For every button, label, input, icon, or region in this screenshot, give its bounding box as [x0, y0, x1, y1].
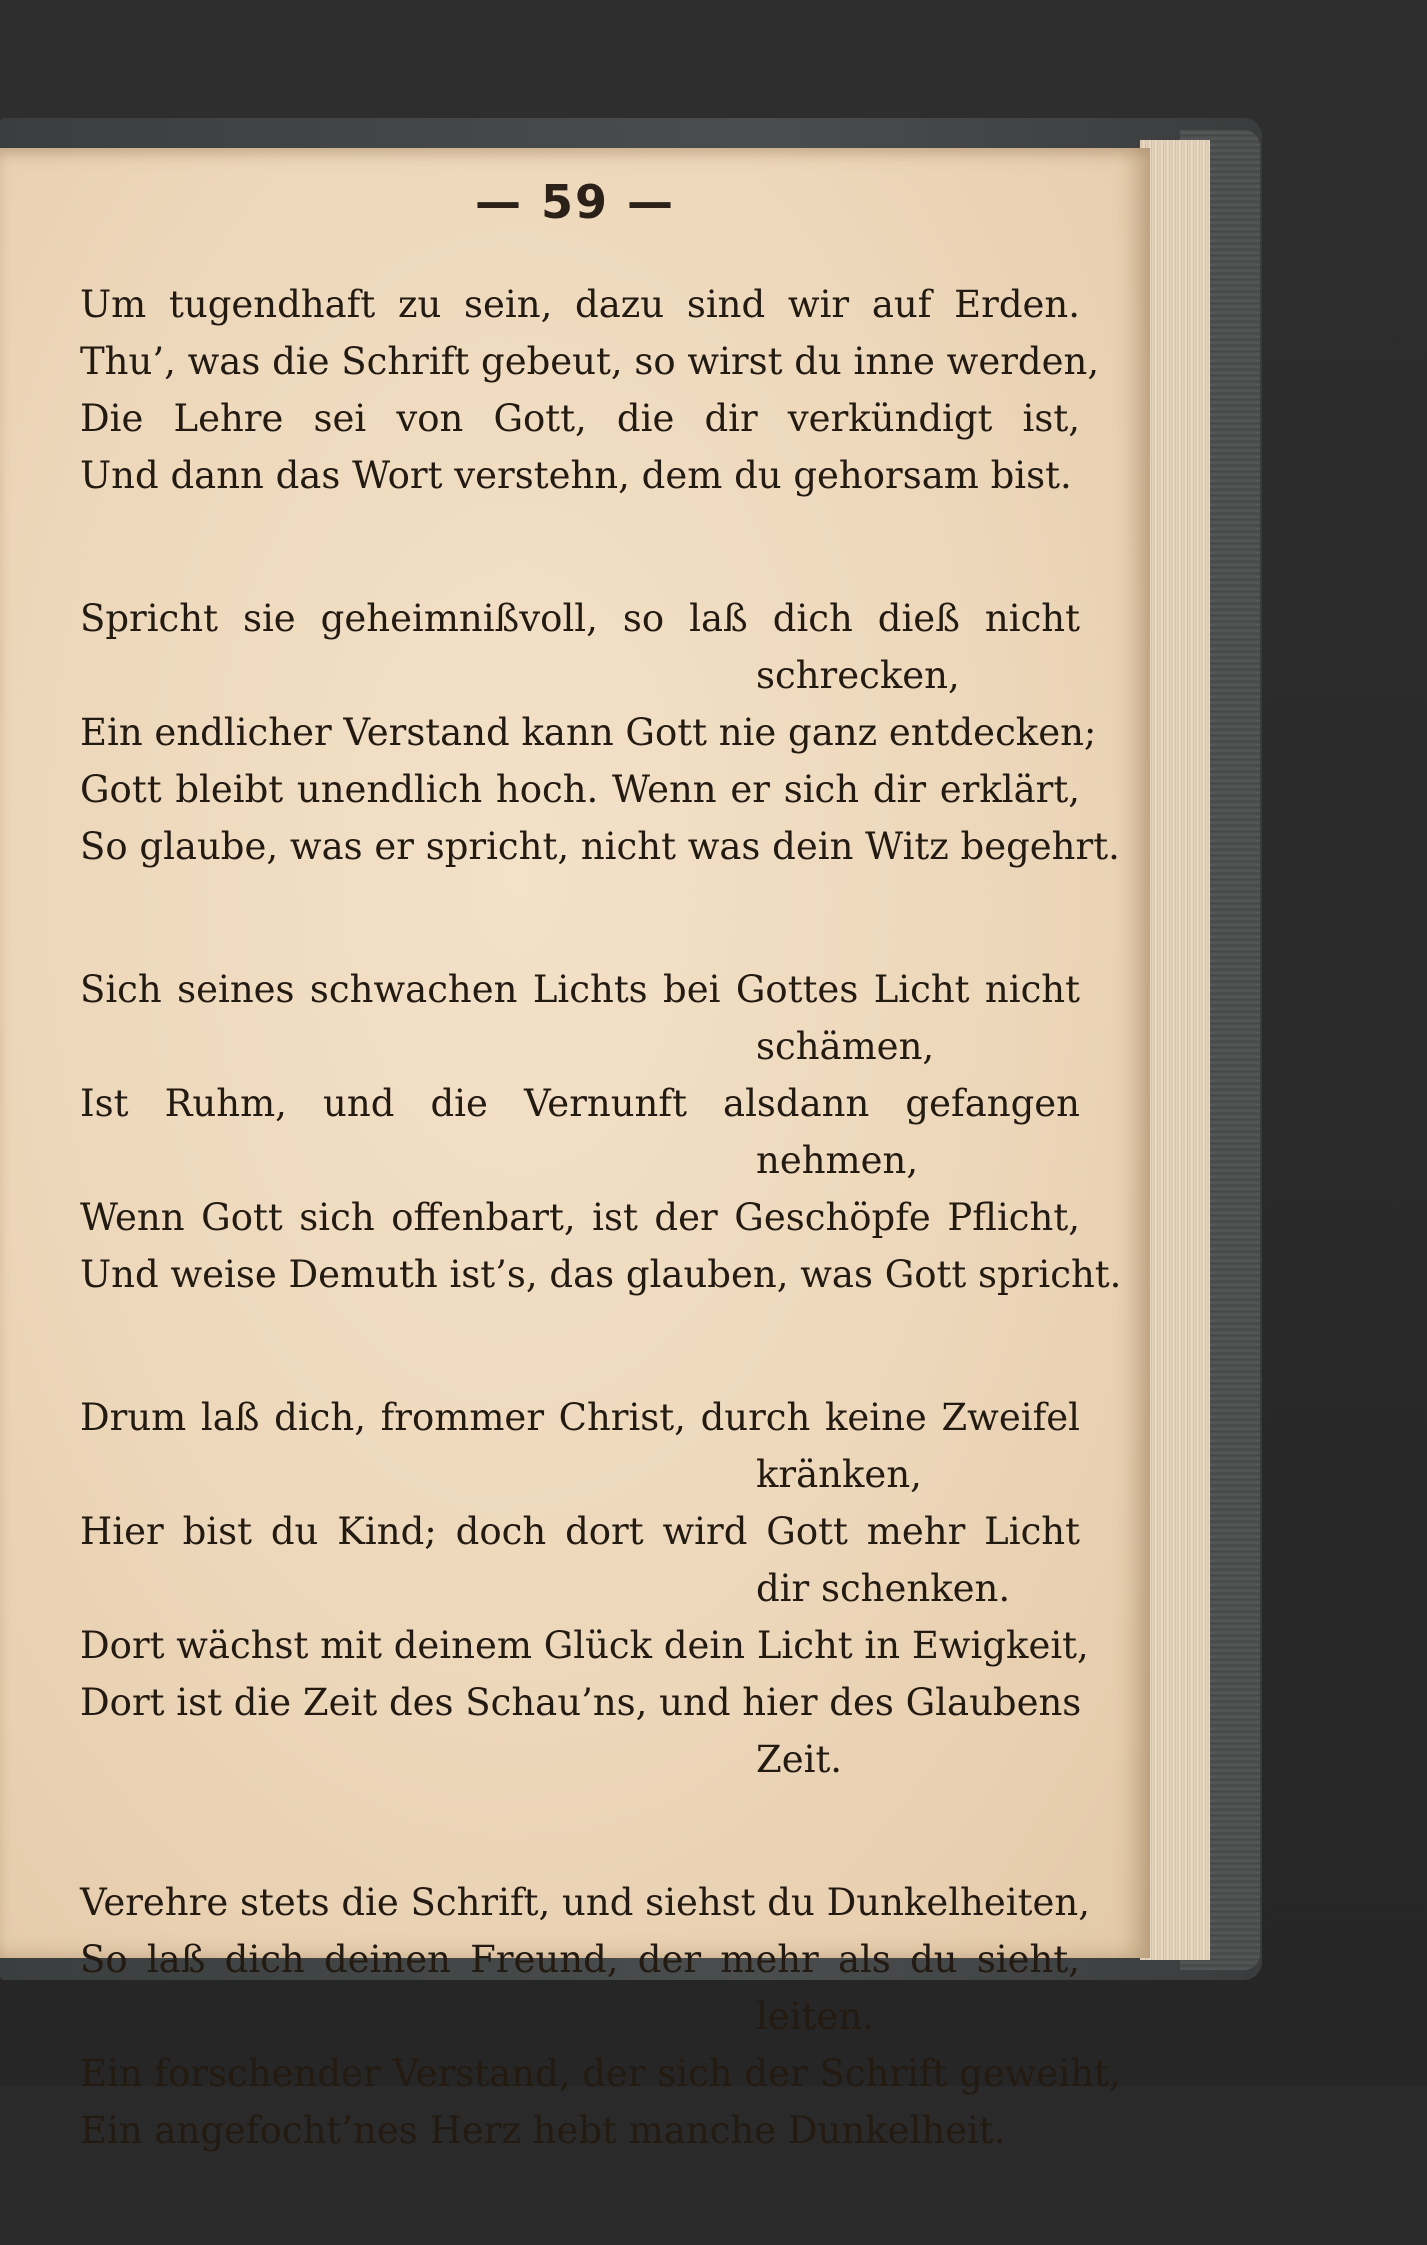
verse-line-continuation: dir schenken.: [756, 1567, 1011, 1610]
verse-line: Thu’, was die Schrift gebeut, so wirst du inne werden,: [80, 340, 1100, 383]
verse-line-continuation: kränken,: [756, 1453, 922, 1496]
verse-line: Gott bleibt unendlich hoch. Wenn er sich dir erklärt,: [80, 768, 1080, 811]
verse-line: Verehre stets die Schrift, und siehst du Dunkelheiten,: [80, 1881, 1090, 1924]
verse-line: Dort ist die Zeit des Schau’ns, und hier des Glaubens: [80, 1681, 1082, 1724]
verse-line: Sich seines schwachen Lichts bei Gottes Licht nicht: [80, 968, 1080, 1011]
page-edges: [1140, 140, 1210, 1960]
page-number: — 59 —: [474, 175, 676, 229]
poem: [80, 276, 1122, 2245]
verse-line-continuation: nehmen,: [756, 1139, 919, 1182]
verse-line: Und dann das Wort verstehn, dem du gehorsam bist.: [80, 454, 1072, 497]
verse-line: Ein endlicher Verstand kann Gott nie ganz entdecken;: [80, 711, 1097, 754]
verse-line: Dort wächst mit deinem Glück dein Licht in Ewigkeit,: [80, 1624, 1089, 1667]
stanza-3: [80, 961, 1122, 1303]
verse-line: Wenn Gott sich offenbart, ist der Geschöpfe Pflicht,: [80, 1196, 1080, 1239]
verse-line: Ein forschender Verstand, der sich der Schrift geweiht,: [80, 2052, 1121, 2095]
verse-line: Ein angefocht’nes Herz hebt manche Dunkelheit.: [80, 2109, 1006, 2152]
stanza-1: [80, 276, 1100, 504]
verse-line: So laß dich deinen Freund, der mehr als du sieht,: [80, 1938, 1080, 1981]
stanza-5: [80, 1874, 1121, 2159]
stanza-4: [80, 1389, 1089, 1788]
verse-line: Um tugendhaft zu sein, dazu sind wir auf Erden.: [80, 283, 1080, 326]
verse-line: Ist Ruhm, und die Vernunft alsdann gefangen: [80, 1082, 1080, 1125]
verse-line: Die Lehre sei von Gott, die dir verkündigt ist,: [80, 397, 1080, 440]
verse-line: Und weise Demuth ist’s, das glauben, was Gott spricht.: [80, 1253, 1122, 1296]
stanza-2: [80, 590, 1120, 875]
verse-line-continuation: schrecken,: [756, 654, 960, 697]
verse-line-continuation: Zeit.: [756, 1738, 843, 1781]
verse-line-continuation: leiten.: [756, 1995, 874, 2038]
verse-line: Hier bist du Kind; doch dort wird Gott mehr Licht: [80, 1510, 1080, 1553]
verse-line: So glaube, was er spricht, nicht was dein Witz begehrt.: [80, 825, 1120, 868]
verse-line: Spricht sie geheimnißvoll, so laß dich dieß nicht: [80, 597, 1080, 640]
verse-line: Drum laß dich, frommer Christ, durch keine Zweifel: [80, 1396, 1080, 1439]
verse-line-continuation: schämen,: [756, 1025, 935, 1068]
